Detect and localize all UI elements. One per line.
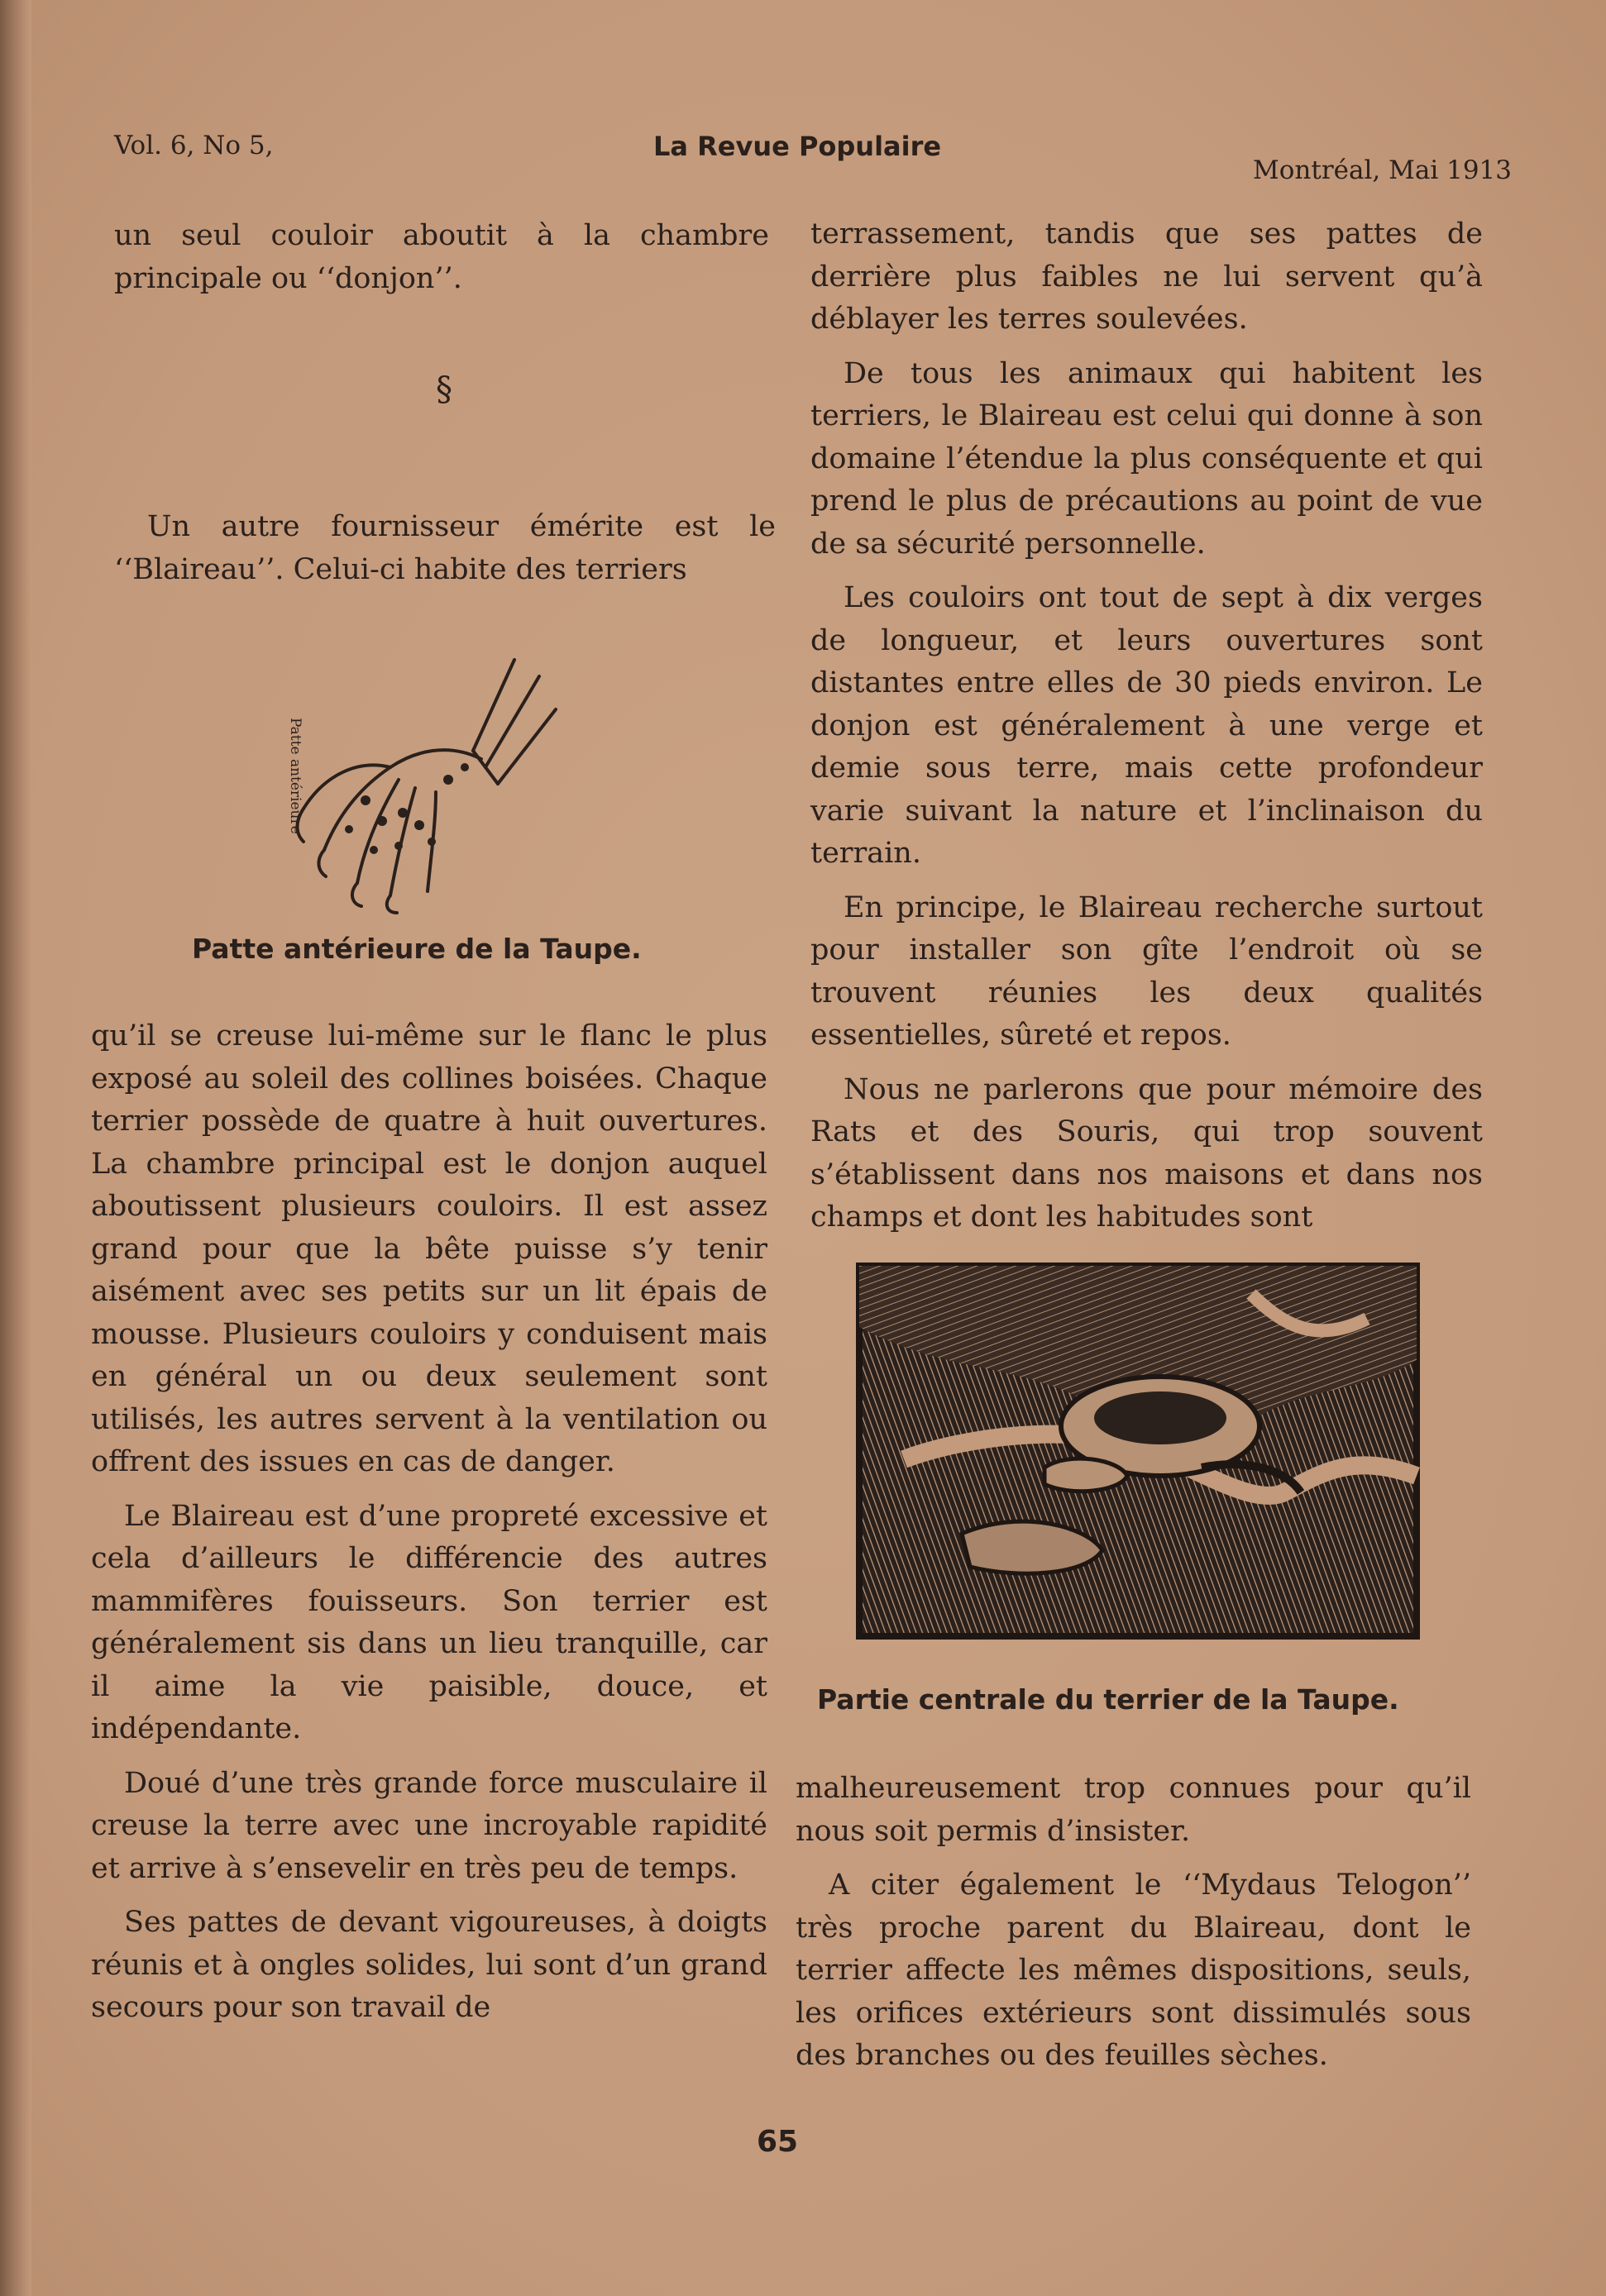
mole-paw-illustration xyxy=(266,643,581,916)
figure2-caption: Partie centrale du terrier de la Taupe. xyxy=(817,1683,1399,1716)
paragraph-terrier: qu’il se creuse lui-même sur le flanc le plus exposé au soleil des collines boisées. Chaque terrier possède de quatre à huit ouvertures. La chambre principal est le donjon auquel aboutissent plusieurs couloirs. Il est assez grand pour que la bête puisse s’y tenir aisément avec ses petits sur un lit épais de mousse. Plusieurs couloirs y conduisent mais en général un ou deux seulement sont utilisés, les autres servent à la ventilation ou offrent des issues en cas de danger. xyxy=(91,1019,767,1478)
section-mark: § xyxy=(436,370,452,408)
paragraph-intro: un seul couloir aboutit à la chambre principale ou ‘‘donjon’’. xyxy=(114,219,769,295)
left-column-body xyxy=(91,1015,767,2030)
right-column-bottom xyxy=(796,1768,1471,2078)
issue-date: Montréal, Mai 1913 xyxy=(1253,155,1512,185)
page-header xyxy=(114,131,1512,185)
paw-side-label: Patte antérieure xyxy=(287,718,304,834)
paragraph-blaireau-start: Un autre fournisseur émérite est le ‘‘Blaireau’’. Celui-ci habite des terriers xyxy=(114,510,776,586)
paragraph-rats: Nous ne parlerons que pour mémoire des Rats et des Souris, qui trop souvent s’établissent dans nos maisons et dans nos champs et dont les habitudes sont xyxy=(810,1072,1483,1234)
paragraph-principe: En principe, le Blaireau recherche surtout pour installer son gîte l’endroit où se trouvent réunies les deux qualités essentielles, sûreté et repos. xyxy=(810,890,1483,1052)
right-column-top xyxy=(810,213,1483,1239)
paragraph-mydaus: A citer également le ‘‘Mydaus Telogon’’ très proche parent du Blaireau, dont le terrier affecte les mêmes dispositions, seuls, les orifices extérieurs sont dissimulés sous des branches ou des feuilles sèches. xyxy=(796,1869,1471,2072)
left-column-intro xyxy=(114,215,769,300)
paragraph-couloirs: Les couloirs ont tout de sept à dix verges de longueur, et leurs ouvertures sont distantes entre elles de 30 pieds environ. Le donjon est généralement à une verge et demie sous terre, mais cette profondeur varie suivant la nature et l’inclinaison du terrain. xyxy=(810,581,1483,870)
left-column-blaireau xyxy=(114,506,776,591)
page-number: 65 xyxy=(757,2125,799,2159)
paragraph-force: Doué d’une très grande force musculaire il creuse la terre avec une incroyable rapidité et arrive à s’ensevelir en très peu de temps. xyxy=(91,1766,767,1885)
paragraph-pattes: Ses pattes de devant vigoureuses, à doigts réunis et à ongles solides, lui sont d’un grand secours pour son travail de xyxy=(91,1906,767,2024)
paragraph-terrassement: terrassement, tandis que ses pattes de derrière plus faibles ne lui servent qu’à déblayer les terres soulevées. xyxy=(810,217,1483,336)
paragraph-proprete: Le Blaireau est d’une propreté excessive et cela d’ailleurs le différencie des autres mammifères fouisseurs. Son terrier est généralement sis dans un lieu tranquille, car il aime la vie paisible, douce, et indépendante. xyxy=(91,1499,767,1745)
volume-number: Vol. 6, No 5, xyxy=(114,131,274,160)
figure1-caption: Patte antérieure de la Taupe. xyxy=(192,933,642,965)
page-gutter xyxy=(0,0,31,2296)
journal-title: La Revue Populaire xyxy=(653,131,942,162)
burrow-woodcut-illustration xyxy=(854,1261,1422,1641)
paragraph-malheureusement: malheureusement trop connues pour qu’il nous soit permis d’insister. xyxy=(796,1772,1471,1848)
paragraph-domaine: De tous les animaux qui habitent les terriers, le Blaireau est celui qui donne à son domaine l’étendue la plus conséquente et qui prend le plus de précautions au point de vue de sa sécurité personnelle. xyxy=(810,356,1483,561)
